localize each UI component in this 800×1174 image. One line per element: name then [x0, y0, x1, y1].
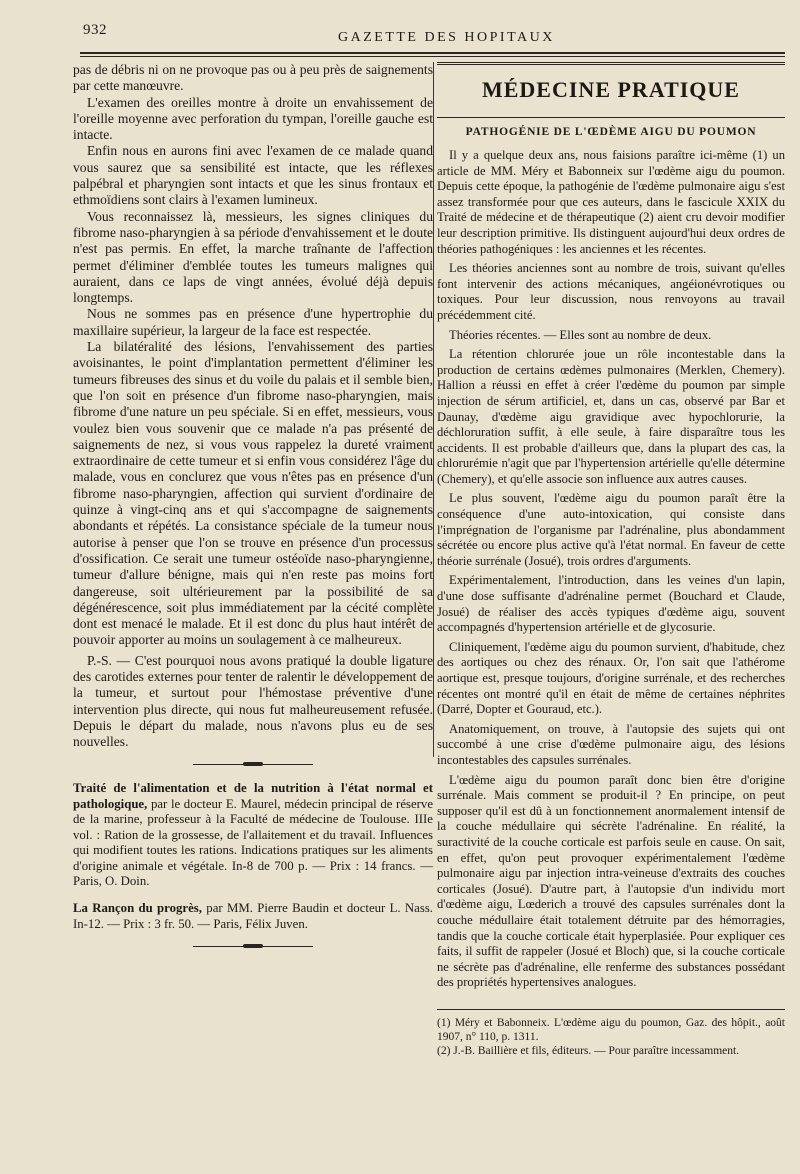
paragraph: pas de débris ni on ne provoque pas ou à peu près de saignements par cette manœuvre.: [73, 62, 433, 94]
header-rule-thin: [80, 56, 785, 57]
footnote: (2) J.-B. Baillière et fils, éditeurs. — Pour paraître incessamment.: [437, 1044, 740, 1057]
footnote: (1) Méry et Babonneix. L'œdème aigu du poumon, Gaz. des hôpit., août 1907, n° 110, p. 1311.: [437, 1016, 785, 1043]
bibliography-entry: [73, 781, 433, 889]
paragraph: Anatomiquement, on trouve, à l'autopsie des sujets qui ont succombé à une crise d'œdème pulmonaire aigu, des lésions incontestables des capsules surrénales.: [437, 721, 785, 767]
paragraph: Nous ne sommes pas en présence d'une hypertrophie du maxillaire supérieur, la largeur de la face est respectée.: [73, 306, 433, 338]
paragraph: Théories récentes. — Elles sont au nombre de deux.: [449, 327, 712, 342]
article-title: PATHOGÉNIE DE L'ŒDÈME AIGU DU POUMON: [465, 126, 757, 138]
section-title: MÉDECINE PRATIQUE: [481, 77, 740, 102]
page-number: 932: [83, 22, 107, 38]
paragraph: Le plus souvent, l'œdème aigu du poumon paraît être la conséquence d'une auto-intoxication, qui consiste dans l'imprégnation de l'organisme par l'adrénaline, plus abondamment sécrétée ou encore plus active qu'à l'état normal. En faveur de cette théorie surrénale (Josué), trois ordres d'arguments.: [437, 491, 785, 568]
book-title: Traité de l'alimentation et de la nutrition à l'état normal et pathologique,: [73, 781, 433, 811]
bibliography-entry: [73, 901, 433, 932]
paragraph: La rétention chlorurée joue un rôle incontestable dans la production de certains œdèmes pulmonaires (Merklen, Chemery). Hallion a réussi en effet à créer l'œdème du poumon par simple injection de sérum artificiel, et, dans un cas, observé par Bar et Daunay, d'œdème aigu gravidique avec hypochlorurie, la déchloruration suffit, à elle seule, à faire disparaître tous les accidents. Il est probable d'ailleurs que, dans la plupart des cas, la chlorurémie n'agit que par l'hypertension artérielle qu'elle détermine (Chemery), et qu'elle associe son influence aux autres causes.: [437, 347, 785, 486]
footnotes: [437, 1009, 785, 1058]
section-header-box: [437, 62, 785, 118]
postscript-paragraph: P.-S. — C'est pourquoi nous avons pratiqué la double ligature des carotides externes pour tenter de ralentir le développement de la tumeur, et surtout pour l'hémostase préventive d'une intervention plus directe, qui nous fut malheureusement refusée. Depuis le départ du malade, nous n'avons plus eu de ses nouvelles.: [73, 652, 433, 750]
paragraph: Il y a quelque deux ans, nous faisions paraître ici-même (1) un article de MM. Méry et Babonneix sur l'œdème aigu du poumon. Depuis cette époque, la pathogénie de l'œdème pulmonaire aigu s'est assez transformée pour que ces auteurs, dans le fascicule XXIX du Traité de médecine et de thérapeutique (2) aient cru devoir modifier leur description primitive. Ils distinguent aujourd'hui deux ordres de théories pathogéniques : les anciennes et les récentes.: [437, 148, 785, 256]
paragraph: La bilatéralité des lésions, l'envahissement des parties avoisinantes, le point d'implantation permettent d'éliminer les tumeurs fibreuses des sinus et du voile du palais et il semble bien, que l'on soit en présence d'un fibrome naso-pharyngien, mais fibrome d'une nature un peu spéciale. Si en effet, messieurs, vous voulez bien vous souvenir que ce malade n'a pas présenté de saignements de nez, si vous vous rappelez la dureté vraiment extraordinaire de cette tumeur et si enfin vous considérez l'âge du malade, vous en conclurez que vous n'êtes pas en présence d'un fibrome naso-pharyngien, affection qui survient d'ordinaire de quinze à vingt-cinq ans et qui s'accompagne de saignements abondants et répétés. La consistance spéciale de la tumeur nous autorise à penser que l'on se trouve en présence d'un processus d'ossification. Ce serait une tumeur ostéoïde naso-pharyngienne, tumeur d'allure bénigne, mais qui n'en reste pas moins fort dangereuse, soit ultérieurement par la possibilité de sa dégénérescence, soit plus immédiatement par la cécité complète dont est menacé le malade. Et il est donc du plus haut intérêt de pouvoir apporter au moins un soulagement à ce malheureux.: [73, 339, 433, 648]
page-header: [0, 0, 800, 52]
paragraph: Expérimentalement, l'introduction, dans les veines d'un lapin, d'une dose suffisante d'adrénaline permet (Bouchard et Claude, Josué) de réaliser des accès typiques d'œdème aigu, souvent accompagnés d'hypertension artérielle et de glycosurie.: [437, 573, 785, 635]
paragraph: L'examen des oreilles montre à droite un envahissement de l'oreille moyenne avec perforation du tympan, l'oreille gauche est intacte.: [73, 94, 433, 143]
right-column: [437, 62, 785, 1058]
header-rule: [80, 52, 785, 54]
book-details: par le docteur E. Maurel, médecin principal de réserve de la marine, professeur à la Faculté de médecine de Toulouse. IIIe vol. : Ration de la grossesse, de l'allaitement et du travail. Influences qui modifient toutes les rations. Indications pratiques sur les aliments d'origine animale et végétale. In-8 de 700 p. — Prix : 14 francs. — Paris, O. Doin.: [73, 796, 433, 888]
book-title: La Rançon du progrès,: [73, 901, 202, 916]
journal-title: GAZETTE DES HOPITAUX: [338, 30, 555, 45]
left-column: [73, 62, 433, 963]
book-details: par MM. Pierre Baudin et docteur L. Nass. In-12. — Prix : 3 fr. 50. — Paris, Félix Juven.: [73, 901, 434, 931]
ornament-separator: [193, 764, 313, 765]
column-divider: [433, 62, 434, 757]
paragraph: Les théories anciennes sont au nombre de trois, suivant qu'elles font intervenir des actions mécaniques, angéionévrotiques ou toxiques. Pour leur discussion, nous renvoyons au travail précédemment cité.: [437, 261, 785, 322]
ornament-separator: [193, 946, 313, 947]
paragraph: L'œdème aigu du poumon paraît donc bien être d'origine surrénale. Mais comment se produit-il ? En principe, on peut supposer qu'il est dû à un fonctionnement anormalement intensif de la couche médullaire qui sécrète l'adrénaline. En réalité, la suractivité de la couche corticale est parfois seule en cause. On sait, en effet, qu'on peut provoquer expérimentalement l'œdème pulmonaire aigu par injection intra-veineuse d'extraits des couches corticales (Josué). D'autre part, à l'autopsie d'un individu mort d'œdème aigu, Lœderich a trouvé des capsules surrénales dont la couche médullaire était totalement détruite par des hémorragies, tandis que la couche corticale était hyperplasiée. Pour expliquer ces faits, il suffit de rappeler (Josué et Bloch) que, si la couche corticale ne sécrète pas d'adrénaline, elle renferme des substances possédant des propriétés hypertensives analogues.: [437, 772, 785, 990]
paragraph: Cliniquement, l'œdème aigu du poumon survient, d'habitude, chez des aortiques ou chez des rénaux. Or, l'on sait que l'athérome aortique est, presque toujours, d'origine surrénale, et des recherches récentes ont montré qu'il en était de même de certaines néphrites (Darré, Dopter et Gouraud, etc.).: [437, 639, 785, 717]
paragraph: Vous reconnaissez là, messieurs, les signes cliniques du fibrome naso-pharyngien à sa période d'envahissement et le doute n'est pas permis. En effet, la marche traînante de l'affection permet d'éliminer d'emblée toutes les tumeurs malignes qui auraient, dans ce laps de vingt années, évolué déjà depuis longtemps.: [73, 208, 433, 306]
paragraph: Enfin nous en aurons fini avec l'examen de ce malade quand vous saurez que sa sensibilité est intacte, que les réflexes palpébral et pharyngien sont intacts et que les sinus frontaux et ethmoïdiens sont clairs à l'examen lumineux.: [73, 143, 433, 208]
